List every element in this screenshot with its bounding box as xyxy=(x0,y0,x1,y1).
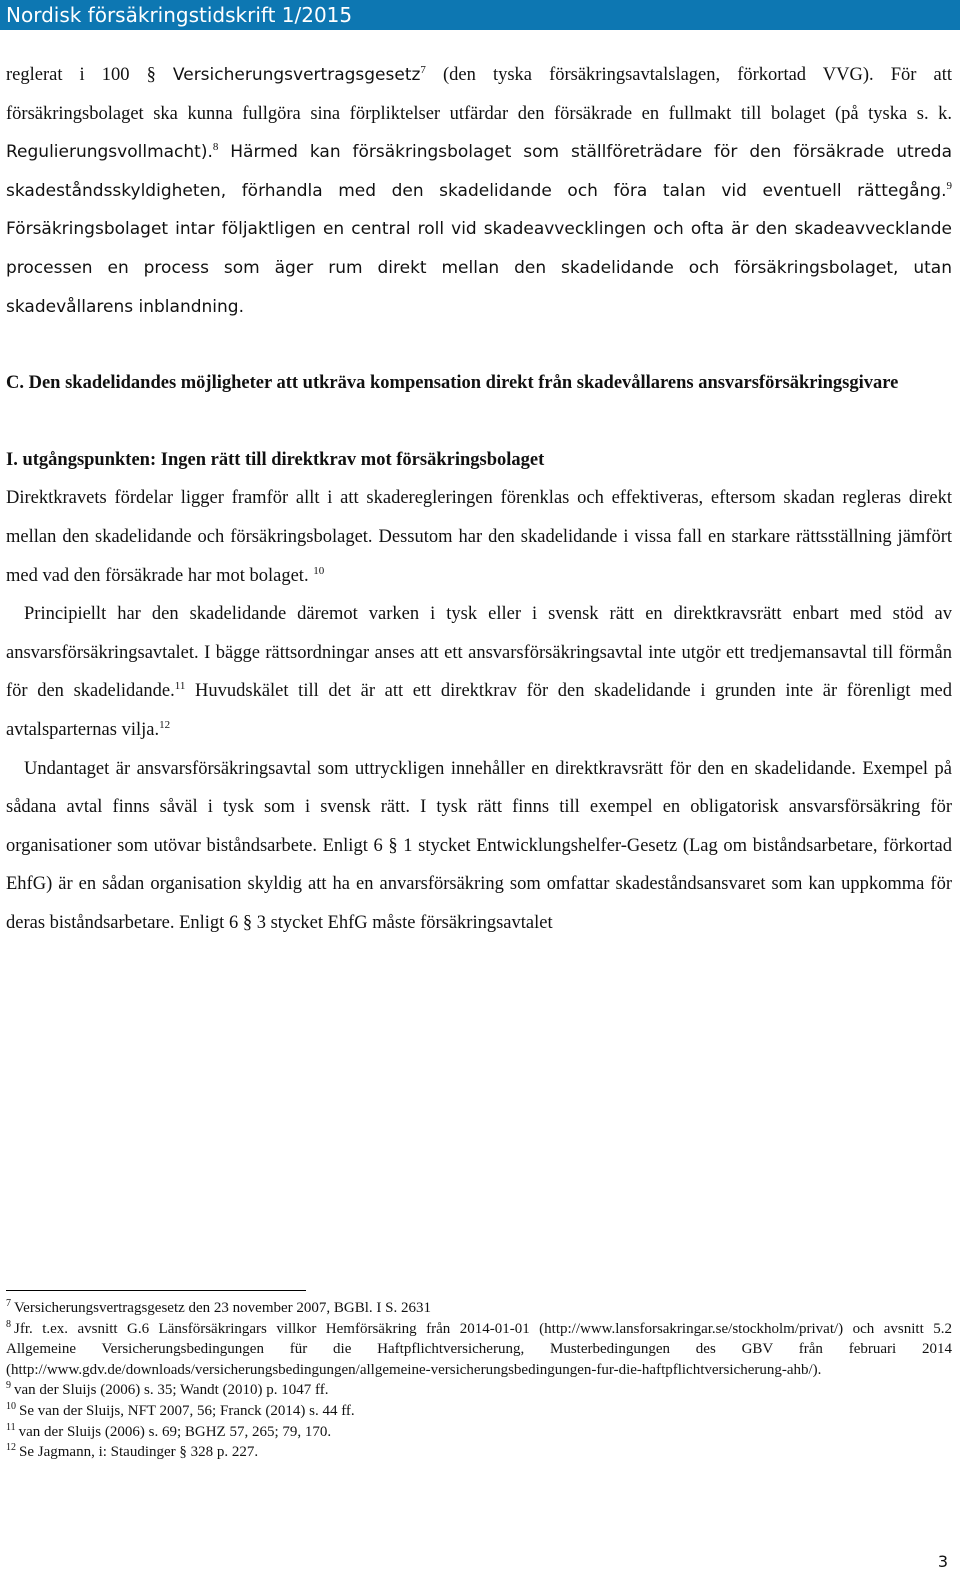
footnote-11: $^{11}$ van der Sluijs (2006) s. 69; BGHZ 57, 265; 79, 170. xyxy=(6,1421,332,1440)
footnote-ref-12[interactable]: 12 xyxy=(159,718,171,731)
main-content xyxy=(6,56,952,942)
footnote-10: $^{10}$ Se van der Sluijs, NFT 2007, 56; Franck (2014) s. 44 ff. xyxy=(6,1400,355,1419)
subheading: I. utgångspunkten: Ingen rätt till direktkrav mot försäkringsbolaget xyxy=(6,449,545,470)
footnote-7: $^7$ Versicherungsvertragsgesetz den 23 november 2007, BGBl. I S. 2631 xyxy=(6,1298,431,1316)
section-heading: C. Den skadelidandes möjligheter att utkräva kompensation direkt från skadevållarens ansvarsförsäkringsgivare xyxy=(6,373,899,394)
paragraph-4: Undantaget är ansvarsförsäkringsavtal som uttryckligen innehåller en direktkravsrätt för den en skadelidande. Exempel på sådana avtal finns såväl i tysk som i svensk rätt. I tysk rätt finns till exempel en obligatorisk ansvarsförsäkring för organisationer som utövar biståndsarbete. Enligt 6 § 1 stycket Entwicklungshelfer-Gesetz (Lag om biståndsarbetare, förkortad EhfG) är en sådan organisation skyldig att ha en anvarsförsäkring som omfattar skadeståndsansvaret som kan uppkomma för deras biståndsarbetare. Enligt 6 § 3 stycket EhfG måste försäkringsavtalet xyxy=(6,758,952,933)
footnote-separator xyxy=(6,1290,306,1291)
footnote-ref-11[interactable]: 11 xyxy=(174,680,186,693)
journal-header xyxy=(0,0,960,30)
paragraph-1: reglerat i 100 § Versicherungsvertragsgesetz$^7$ (den tyska försäkringsavtalslagen, förkortad VVG). För att försäkringsbolaget ska kunna fullgöra sina förpliktelser utfärdar den försäkrade en fullmakt till bolaget (på tyska s. k. Regulierungsvollmacht).$^8$ Härmed kan försäkringsbolaget som ställföreträdare för den försäkrade utreda skadeståndsskyldigheten, förhandla med den skadelidande och föra talan vid eventuell rättegång.$^9$ Försäkringsbolaget intar följaktligen en central roll vid skadeavvecklingen och ofta är den skadeavvecklande processen en process som äger rum direkt mellan den skadelidande och försäkringsbolaget, utan skadevållarens inblandning. xyxy=(6,63,952,317)
footnote-9: $^9$ van der Sluijs (2006) s. 35; Wandt (2010) p. 1047 ff. xyxy=(6,1380,329,1399)
page-number: 3 xyxy=(937,1552,948,1571)
footnote-12: $^{12}$ Se Jagmann, i: Staudinger § 328 p. 227. xyxy=(6,1442,259,1461)
footnotes xyxy=(6,1298,952,1463)
footnote-ref-10[interactable]: 10 xyxy=(313,564,325,577)
journal-title: Nordisk försäkringstidskrift 1/2015 xyxy=(6,3,353,27)
footnote-8: $^8$ Jfr. t.ex. avsnitt G.6 Länsförsäkringars villkor Hemförsäkring från 2014-01-01 (http://www.lansforsakringar.se/stockholm/privat/) och avsnitt 5.2 Allgemeine Versicherungsbedingungen für die Haftpflichtversicherung, Musterbedingungen des GBV från februari 2014 (http://www.gdv.de/downloads/versicherungsbedingungen/allgemeine-versicherungsbedingungen-fur-die-haftpflichtversicherung-ahb/). xyxy=(6,1318,952,1378)
footnote-ref-8[interactable]: 8 xyxy=(212,141,219,154)
paragraph-3: Principiellt har den skadelidande däremot varken i tysk eller i svensk rätt en direktkravsrätt enbart med stöd av ansvarsförsäkringsavtalet. I bägge rättsordningar anses att ett ansvarsförsäkringsavtal inte utgör ett tredjemansavtal till förmån för den skadelidande.$^{11}$ Huvudskälet till det är att ett direktkrav för den skadelidande i grunden inte är förenligt med avtalsparternas vilja.$^{12}$ xyxy=(6,604,953,740)
footnote-ref-7[interactable]: 7 xyxy=(420,63,426,76)
footnote-ref-9[interactable]: 9 xyxy=(946,179,952,192)
paragraph-2: Direktkravets fördelar ligger framför allt i att skaderegleringen förenklas och effektiveras, eftersom skadan regleras direkt mellan den skadelidande och försäkringsbolaget. Dessutom har den skadelidande i vissa fall en starkare rättsställning jämfört med vad den försäkrade har mot bolaget. $^{10}$ xyxy=(6,488,952,586)
